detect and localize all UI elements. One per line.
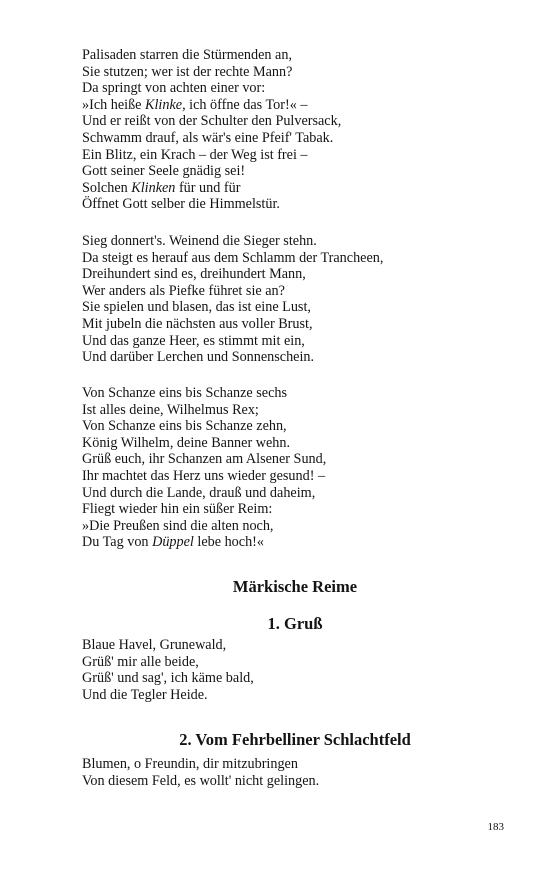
poem-line: Und die Tegler Heide. <box>82 686 208 703</box>
poem-line: Sie stutzen; wer ist der rechte Mann? <box>82 63 293 80</box>
poem-title: 2. Vom Fehrbelliner Schlachtfeld <box>179 730 411 749</box>
emphasized-word: Klinken <box>131 179 176 196</box>
poem-line: Solchen Klinken für und für <box>82 179 241 196</box>
poem-line: Ein Blitz, ein Krach – der Weg ist frei – <box>82 146 308 163</box>
page-number: 183 <box>487 821 504 833</box>
poem-line: Palisaden starren die Stürmenden an, <box>82 47 292 63</box>
poem-stanza <box>82 47 502 213</box>
poem-line: Da steigt es herauf aus dem Schlamm der Trancheen, <box>82 249 384 266</box>
poem-line: Wer anders als Piefke führet sie an? <box>82 282 285 299</box>
poem-line: Grüß' und sag', ich käme bald, <box>82 670 254 687</box>
poem-line: Gott seiner Seele gnädig sei! <box>82 163 246 180</box>
poem-line: Du Tag von Düppel lebe hoch!« <box>82 534 264 551</box>
poem-line: Sieg donnert's. Weinend die Sieger stehn. <box>82 233 317 249</box>
poem-line: Und das ganze Heer, es stimmt mit ein, <box>82 332 305 349</box>
poem-line: Grüß euch, ihr Schanzen am Alsener Sund, <box>82 451 327 468</box>
poem-stanza <box>82 756 502 789</box>
emphasized-word: Klinke <box>145 96 183 113</box>
poem-line: Sie spielen und blasen, das ist eine Lust, <box>82 299 311 316</box>
poem-line: Schwamm drauf, als wär's eine Pfeif' Tabak. <box>82 129 334 146</box>
poem-line: Blaue Havel, Grunewald, <box>82 637 227 653</box>
poem-line: Von Schanze eins bis Schanze zehn, <box>82 418 287 435</box>
poem-line: »Die Preußen sind die alten noch, <box>82 517 274 534</box>
section-heading: Märkische Reime <box>232 577 358 596</box>
poem-line: Grüß' mir alle beide, <box>82 653 199 670</box>
poem-stanza <box>82 385 502 551</box>
poem-line: Öffnet Gott selber die Himmelstür. <box>82 196 280 213</box>
poem-line: Und darüber Lerchen und Sonnenschein. <box>82 349 315 366</box>
poem-line: Mit jubeln die nächsten aus voller Brust, <box>82 315 313 332</box>
poem-line: Ihr machtet das Herz uns wieder gesund! – <box>82 467 326 484</box>
poem-stanza <box>82 637 502 703</box>
emphasized-word: Düppel <box>152 534 194 551</box>
poem-line: Von diesem Feld, es wollt' nicht gelingen. <box>82 772 320 789</box>
poem-line: Ist alles deine, Wilhelmus Rex; <box>82 401 259 418</box>
poem-stanza <box>82 233 502 366</box>
poem-line: Und durch die Lande, drauß und daheim, <box>82 484 316 501</box>
poem-line: »Ich heiße Klinke, ich öffne das Tor!« – <box>82 96 308 113</box>
poem-title: 1. Gruß <box>267 614 323 633</box>
poem-line: Blumen, o Freundin, dir mitzubringen <box>82 756 298 772</box>
poem-line: Fliegt wieder hin ein süßer Reim: <box>82 501 273 518</box>
poem-line: Von Schanze eins bis Schanze sechs <box>82 385 288 401</box>
poem-line: Da springt von achten einer vor: <box>82 80 266 97</box>
poem-line: Dreihundert sind es, dreihundert Mann, <box>82 266 306 283</box>
poem-line: Und er reißt von der Schulter den Pulversack, <box>82 113 342 130</box>
poem-line: König Wilhelm, deine Banner wehn. <box>82 434 290 451</box>
